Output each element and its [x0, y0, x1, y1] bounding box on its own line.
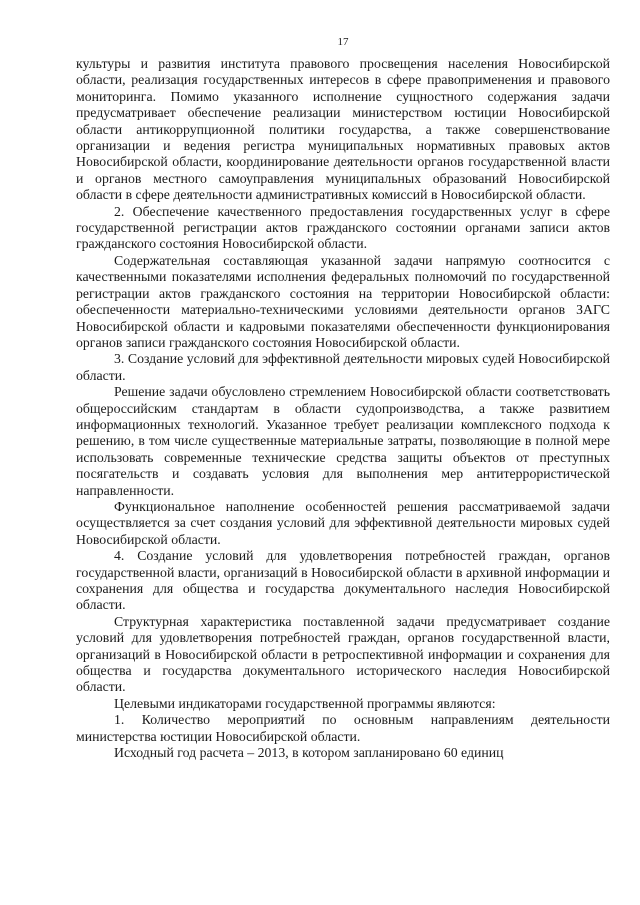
paragraph: Решение задачи обусловлено стремлением Новосибирской области соответствовать общероссийским стандартам в области судопроизводства, а также развитием информационных технологий. Указанное требует реализации комплексного подхода к решению, в том числе существенные материальные затраты, позволяющие в полной мере использовать современные технические средства защиты объектов от преступных посягательств и создавать условия для выполнения мер антитеррористической направленности.: [76, 384, 610, 498]
paragraph: Исходный год расчета – 2013, в котором запланировано 60 единиц: [114, 745, 504, 761]
paragraph: 1. Количество мероприятий по основным направлениям деятельности министерства юстиции Новосибирской области.: [76, 712, 610, 744]
paragraph: культуры и развития института правового просвещения населения Новосибирской области, реализация государственных интересов в сфере правоприменения и правового мониторинга. Помимо указанного исполнение сущностного содержания задачи предусматривает обеспечение реализации министерством юстиции Новосибирской области антикоррупционной политики государства, а также совершенствование организации и ведения регистра муниципальных нормативных правовых актов Новосибирской области, координирование деятельности органов государственной власти и органов местного самоуправления муниципальных образований Новосибирской области в сфере деятельности административных комиссий в Новосибирской области.: [76, 56, 610, 203]
paragraph: 3. Создание условий для эффективной деятельности мировых судей Новосибирской области.: [76, 351, 610, 383]
paragraph: Функциональное наполнение особенностей решения рассматриваемой задачи осуществляется за счет создания условий для эффективной деятельности мировых судей Новосибирской области.: [76, 498, 610, 547]
paragraph: Содержательная составляющая указанной задачи напрямую соотносится с качественными показателями исполнения федеральных полномочий по государственной регистрации актов гражданского состояния на территории Новосибирской области: обеспеченности материально-техническими условиями деятельности органов ЗАГС Новосибирской области и кадровыми показателями обеспеченности функционирования органов записи гражданского состояния Новосибирской области.: [76, 252, 610, 350]
paragraph: 4. Создание условий для удовлетворения потребностей граждан, органов государственной власти, организаций в Новосибирской области в архивной информации и сохранения для общества и государства документального наследия Новосибирской области.: [76, 548, 610, 613]
paragraph: Структурная характеристика поставленной задачи предусматривает создание условий для удовлетворения потребностей граждан, органов государственной власти, организаций в Новосибирской области в ретроспективной информации и сохранения для общества и государства документального исторического наследия Новосибирской области.: [76, 613, 610, 695]
paragraph: 2. Обеспечение качественного предоставления государственных услуг в сфере государственной регистрации актов гражданского состоянии органами записи актов гражданского состояния Новосибирской области.: [76, 203, 610, 252]
paragraph: Целевыми индикаторами государственной программы являются:: [114, 695, 496, 711]
page-number: 17: [337, 36, 349, 48]
